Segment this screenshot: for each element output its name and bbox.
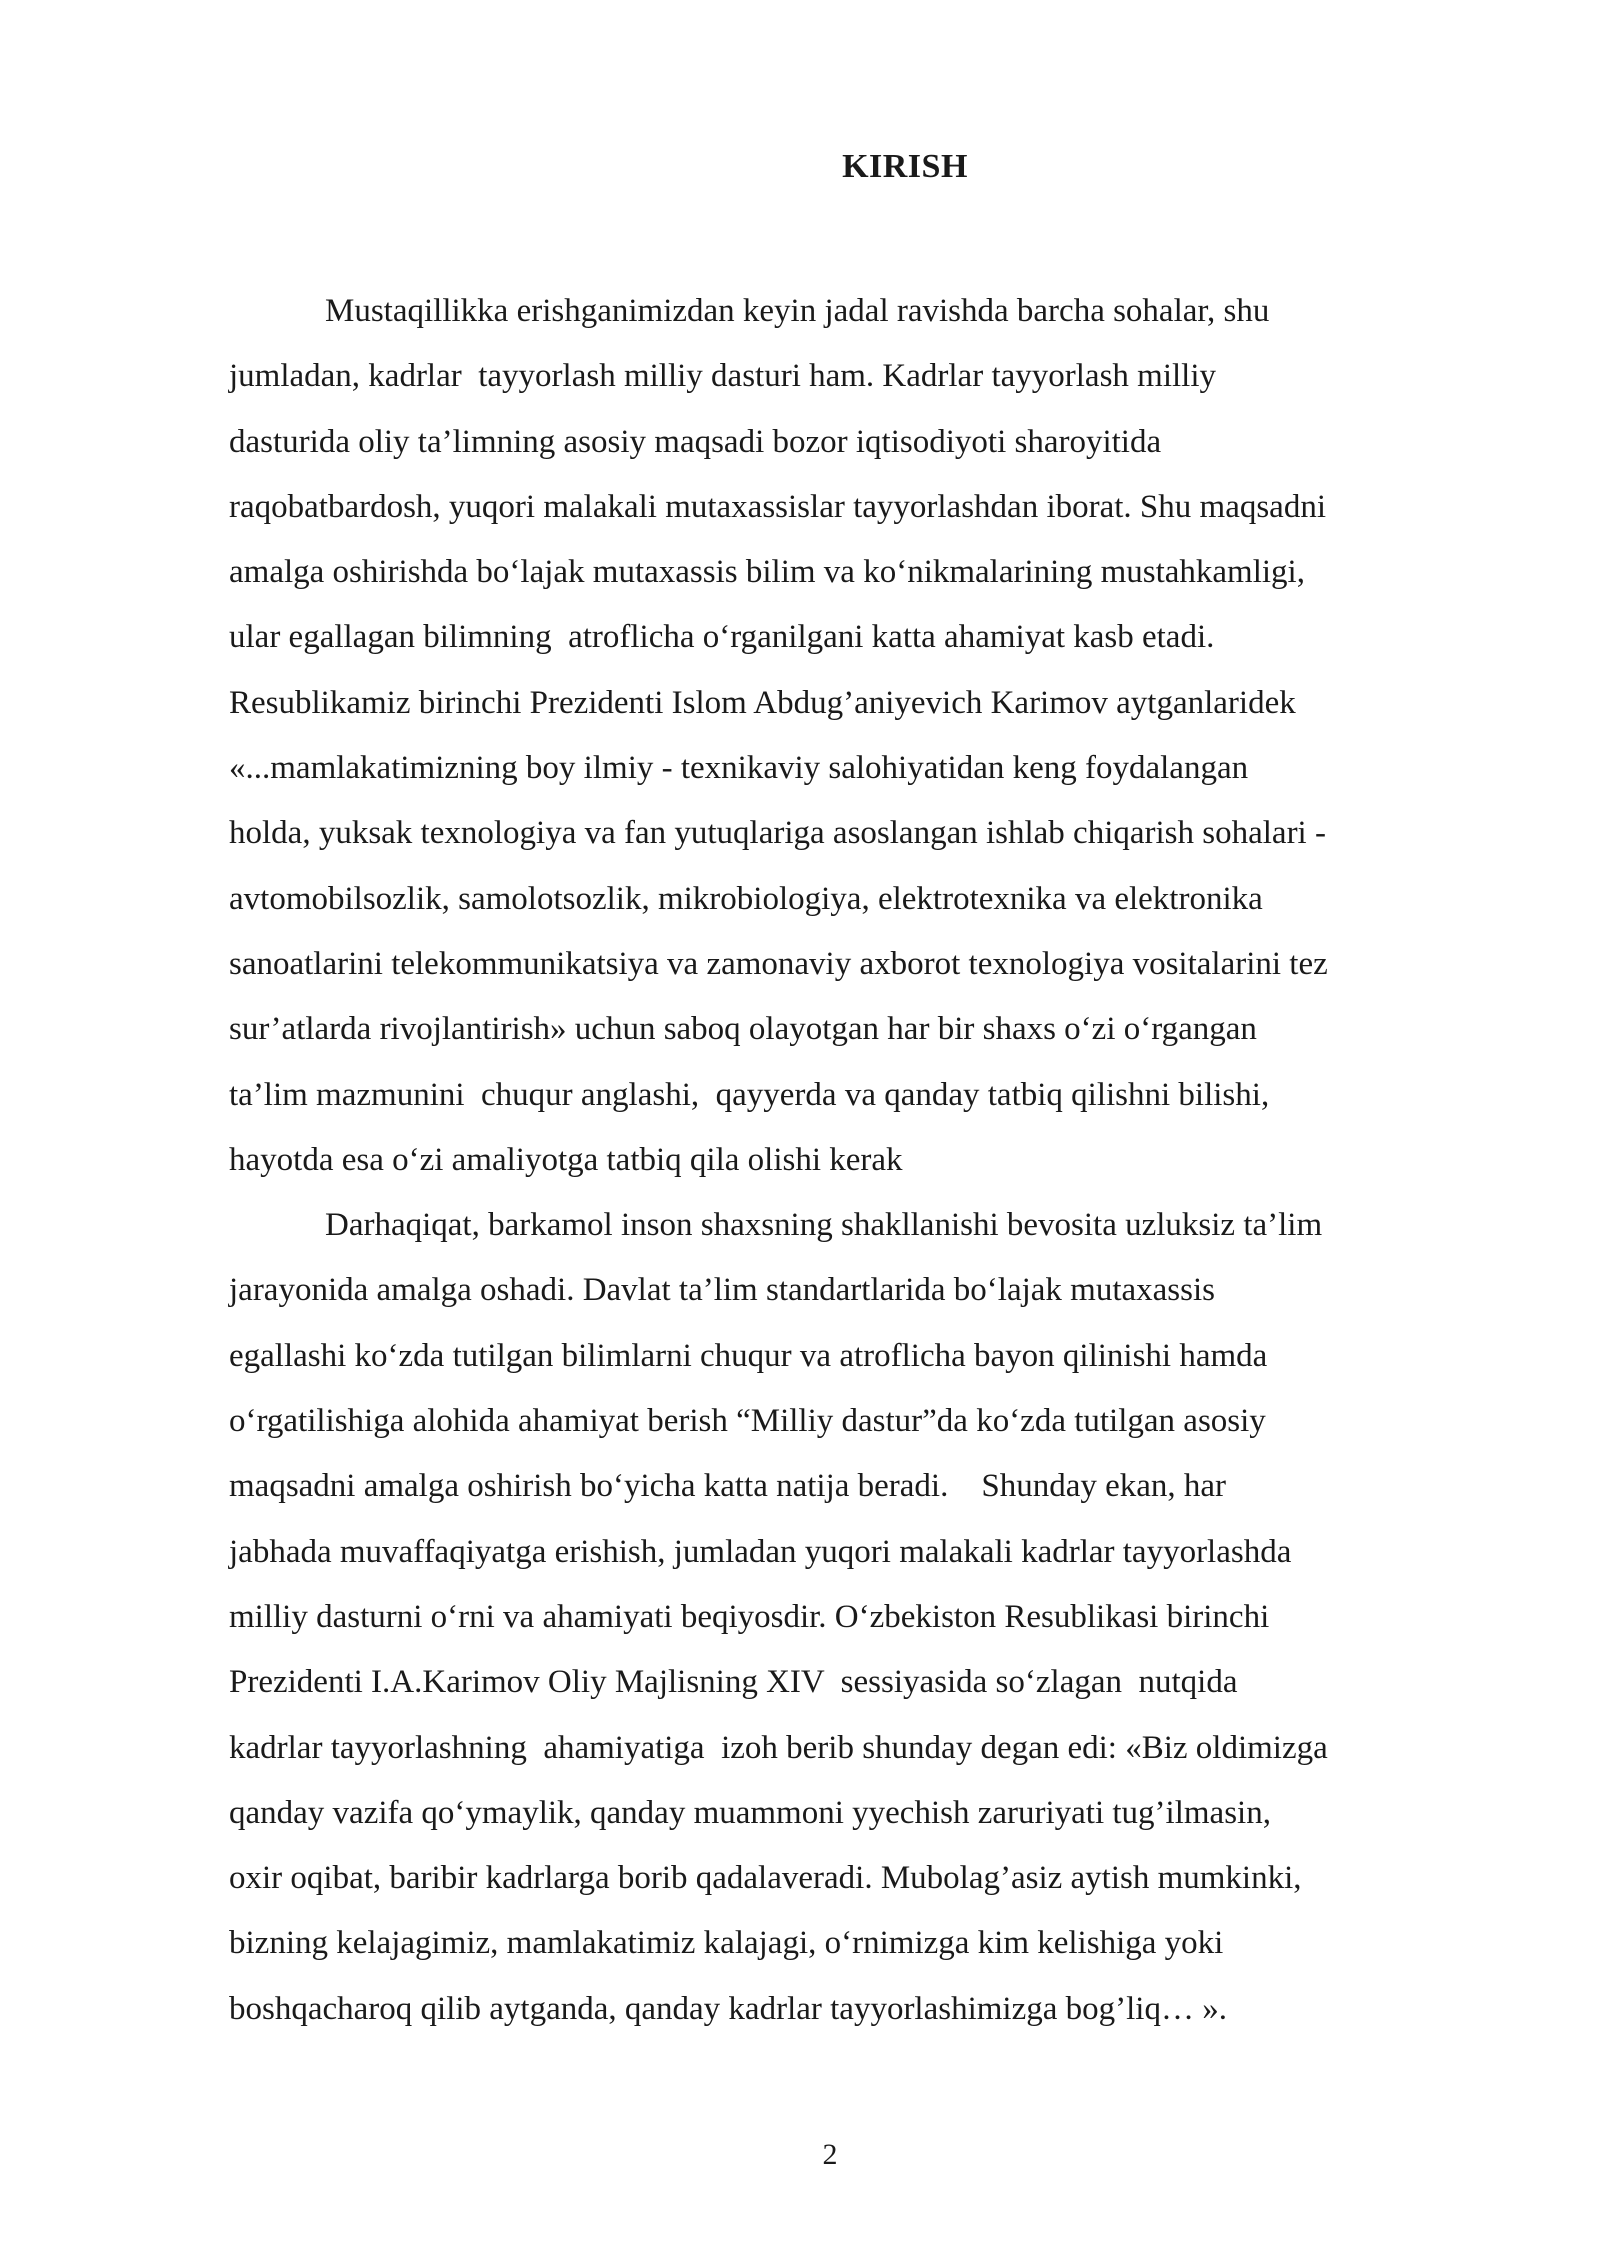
- text-line: jabhada muvaffaqiyatga erishish, jumladan yuqori malakali kadrlar tayyorlashda: [229, 1533, 1292, 1570]
- page-title: KIRISH: [842, 148, 968, 185]
- text-line: sanoatlarini telekommunikatsiya va zamonaviy axborot texnologiya vositalarini tez: [229, 945, 1328, 982]
- text-line: ular egallagan bilimning atroflicha o‘rganilgani katta ahamiyat kasb etadi.: [229, 619, 1215, 656]
- text-line: jarayonida amalga oshadi. Davlat ta’lim standartlarida bo‘lajak mutaxassis: [229, 1272, 1216, 1309]
- text-line: dasturida oliy ta’limning asosiy maqsadi bozor iqtisodiyoti sharoyitida: [229, 423, 1162, 460]
- text-line: holda, yuksak texnologiya va fan yutuqlariga asoslangan ishlab chiqarish sohalari -: [229, 815, 1326, 852]
- text-line: «...mamlakatimizning boy ilmiy - texnikaviy salohiyatidan keng foydalangan: [229, 750, 1249, 787]
- text-line: milliy dasturni o‘rni va ahamiyati beqiyosdir. O‘zbekiston Resublikasi birinchi: [229, 1598, 1270, 1635]
- text-line: Prezidenti I.A.Karimov Oliy Majlisning XIV sessiyasida so‘zlagan nutqida: [229, 1664, 1238, 1701]
- text-line: hayotda esa o‘zi amaliyotga tatbiq qila olishi kerak: [229, 1141, 903, 1178]
- text-line: jumladan, kadrlar tayyorlash milliy dasturi ham. Kadrlar tayyorlash milliy: [229, 358, 1217, 395]
- text-line: maqsadni amalga oshirish bo‘yicha katta natija beradi. Shunday ekan, har: [229, 1468, 1227, 1505]
- text-line: boshqacharoq qilib aytganda, qanday kadrlar tayyorlashimizga bog’liq… ».: [229, 1990, 1227, 2027]
- text-line: qanday vazifa qo‘ymaylik, qanday muammoni yyechish zaruriyati tug’ilmasin,: [229, 1794, 1271, 1831]
- text-line: o‘rgatilishiga alohida ahamiyat berish “Milliy dastur”da ko‘zda tutilgan asosiy: [229, 1403, 1266, 1440]
- text-line: Darhaqiqat, barkamol inson shaxsning shakllanishi bevosita uzluksiz ta’lim: [325, 1207, 1323, 1244]
- text-line: egallashi ko‘zda tutilgan bilimlarni chuqur va atroflicha bayon qilinishi hamda: [229, 1337, 1268, 1374]
- text-line: raqobatbardosh, yuqori malakali mutaxassislar tayyorlashdan iborat. Shu maqsadni: [229, 488, 1326, 525]
- page-number: 2: [822, 2138, 838, 2171]
- text-line: amalga oshirishda bo‘lajak mutaxassis bilim va ko‘nikmalarining mustahkamligi,: [229, 554, 1305, 591]
- text-line: sur’atlarda rivojlantirish» uchun saboq olayotgan har bir shaxs o‘zi o‘rgangan: [229, 1011, 1257, 1048]
- text-line: kadrlar tayyorlashning ahamiyatiga izoh berib shunday degan edi: «Biz oldimizga: [229, 1729, 1328, 1766]
- body-text: [229, 279, 1529, 2042]
- text-line: oxir oqibat, baribir kadrlarga borib qadalaveradi. Mubolag’asiz aytish mumkinki,: [229, 1860, 1302, 1897]
- text-line: avtomobilsozlik, samolotsozlik, mikrobiologiya, elektrotexnika va elektronika: [229, 880, 1263, 917]
- text-line: Resublikamiz birinchi Prezidenti Islom Abdug’aniyevich Karimov aytganlaridek: [229, 684, 1296, 721]
- text-line: bizning kelajagimiz, mamlakatimiz kalajagi, o‘rnimizga kim kelishiga yoki: [229, 1925, 1224, 1962]
- text-line: ta’lim mazmunini chuqur anglashi, qayyerda va qanday tatbiq qilishni bilishi,: [229, 1076, 1270, 1113]
- text-line: Mustaqillikka erishganimizdan keyin jadal ravishda barcha sohalar, shu: [325, 293, 1270, 329]
